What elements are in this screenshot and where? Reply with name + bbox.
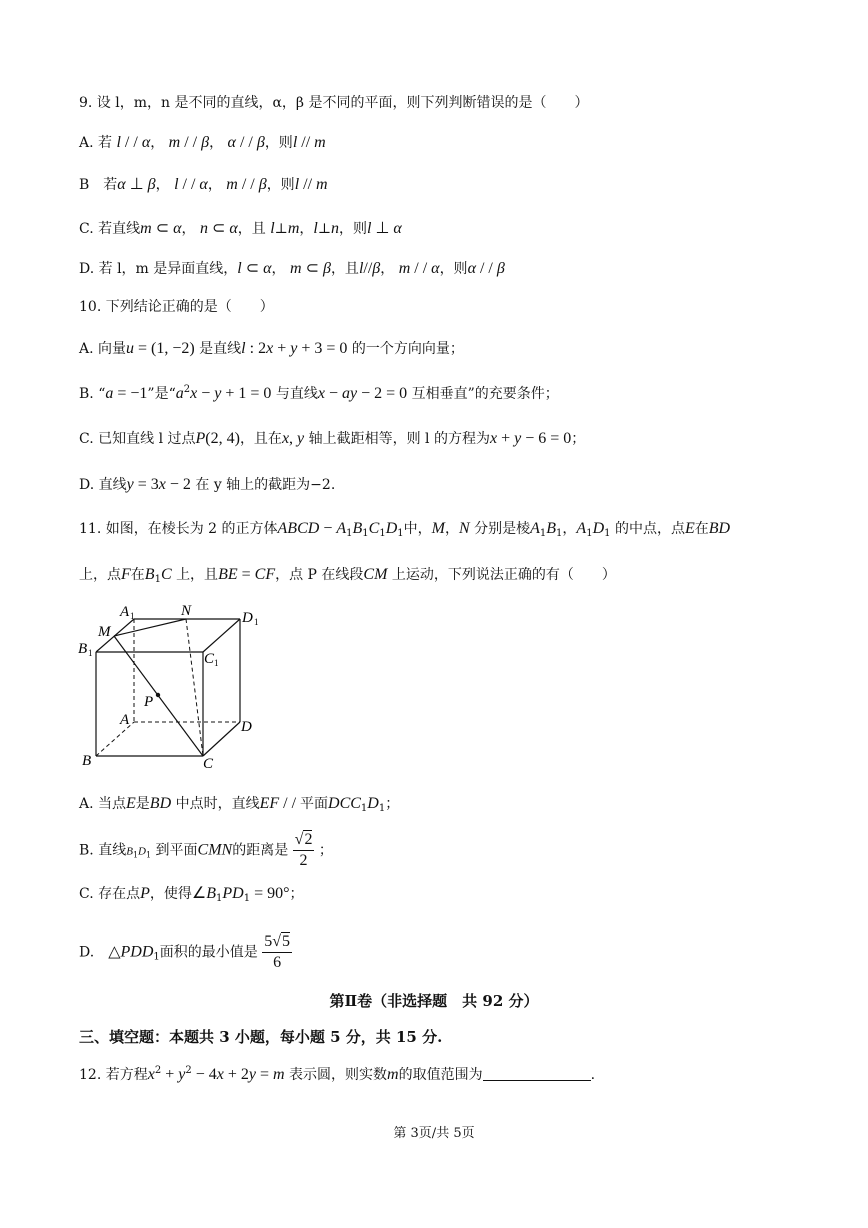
- svg-text:1: 1: [214, 658, 219, 668]
- label-P: P: [144, 694, 154, 710]
- label-A: A: [120, 712, 130, 728]
- page-footer: 第 3页/共 5页: [393, 1126, 475, 1141]
- cube-figure: [78, 600, 278, 775]
- q9-stem: 9. 设 l，m，n 是不同的直线，α，β 是不同的平面，则下列判断错误的是（ ）: [79, 95, 589, 111]
- q9-option-d: D. 若 l，m 是异面直线，l ⊂ α， m ⊂ β，且l//β， m / / α，则α / / β: [79, 260, 505, 277]
- label-D: D: [241, 719, 252, 735]
- segment-NC: [186, 619, 203, 756]
- q11-stem-line1: 11. 如图，在棱长为 2 的正方体ABCD − $A_1B_1C_1D_1$中，M，N 分别是棱$A_1B_1$，$A_1D_1$ 的中点，点E在BD: [79, 520, 731, 539]
- svg-text:1: 1: [254, 617, 259, 627]
- label-M: M: [98, 624, 111, 640]
- q12-stem: 12. 若方程$x^2 + y^2 - 4x + 2y = m$ 表示圆，则实数m的取值范围为 .: [79, 1065, 596, 1083]
- svg-text:1: 1: [130, 611, 135, 621]
- label-B1: B: [78, 641, 88, 657]
- q10-stem: 10. 下列结论正确的是（ ）: [79, 299, 274, 315]
- label-A1: A: [120, 604, 130, 620]
- q11-option-a: A. 当点E是BD 中点时，直线EF / / 平面$DCC_1D_1$；: [79, 795, 400, 814]
- q11-option-b: B. 直线$B_1D_1$ 到平面CMN的距离是 $\frac{√2}{2}$ ；: [79, 831, 333, 869]
- q11-stem-line2: 上，点F在$B_1C$ 上，且BE = CF，点 P 在线段CM 上运动，下列说法正确的有（ ）: [79, 566, 616, 585]
- edge-CD: [203, 722, 240, 756]
- q9-option-a: A. 若 l / / α， m / / β， α / / β，则l // m: [79, 134, 326, 151]
- label-B: B: [82, 753, 92, 769]
- q10-option-c: C. 已知直线 l 过点P(2, 4)，且在x, y 轴上截距相等，则 l 的方程为x + y − 6 = 0；: [79, 430, 586, 447]
- svg-text:1: 1: [88, 648, 93, 658]
- section-heading: 三、填空题：本题共 3 小题，每小题 5 分，共 15 分.: [79, 1028, 443, 1046]
- edge-D1C1: [203, 619, 240, 652]
- part2-title: 第Ⅱ卷（非选择题 共 92 分）: [329, 992, 539, 1010]
- label-D1: D: [242, 610, 253, 626]
- label-C1: C: [204, 651, 215, 667]
- q10-option-d: D. 直线y = 3x − 2 在 y 轴上的截距为−2.: [79, 476, 336, 493]
- q9-option-c: C. 若直线m ⊂ α， n ⊂ α，且 l⊥m，l⊥n，则l ⊥ α: [79, 220, 402, 237]
- point-P: [156, 693, 160, 697]
- q9-option-b: B 若α ⊥ β， l / / α， m / / β，则l // m: [79, 176, 328, 193]
- label-N: N: [181, 603, 192, 619]
- q11-option-d: D. $\triangle PDD_1$面积的最小值是 $\frac{5√5}{6}$: [79, 933, 290, 971]
- q10-option-b: B. “a = −1”是“$a^2x - y + 1 = 0$ 与直线x − ay − 2 = 0 互相垂直”的充要条件；: [79, 384, 559, 402]
- label-C: C: [203, 756, 214, 772]
- q10-option-a: A. 向量u = (1, −2) 是直线l : 2x + y + 3 = 0 的一个方向向量；: [79, 340, 464, 357]
- q11-option-c: C. 存在点P，使得$\angle B_1PD_1 = 90^\circ$；: [79, 885, 304, 904]
- answer-blank[interactable]: [483, 1066, 591, 1081]
